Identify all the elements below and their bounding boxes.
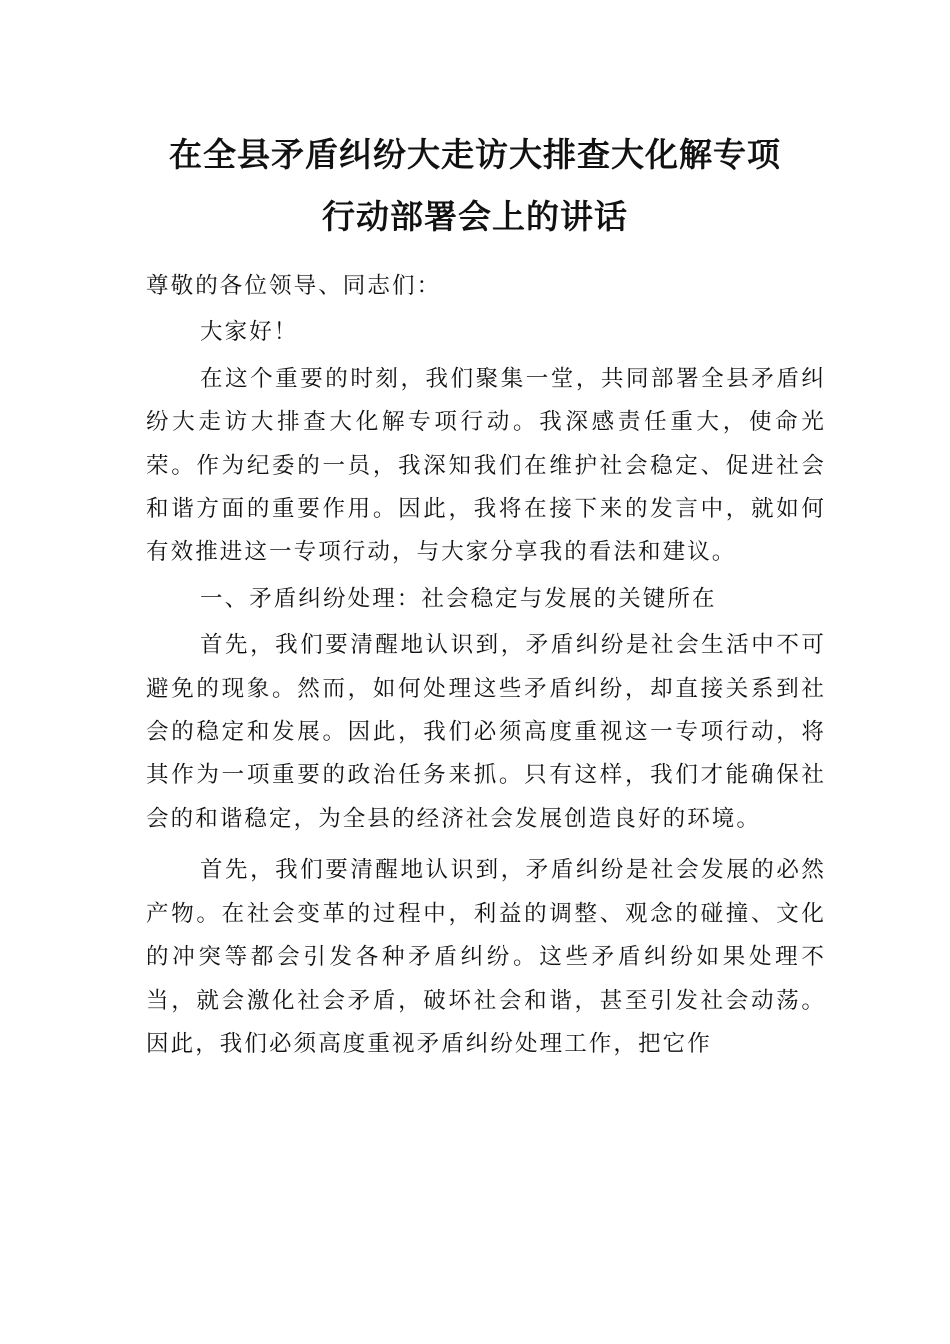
paragraph-3: 首先，我们要清醒地认识到，矛盾纠纷是社会发展的必然产物。在社会变革的过程中，利益的调整、观念的碰撞、文化的冲突等都会引发各种矛盾纠纷。这些矛盾纠纷如果处理不当，就会激化社会矛盾，破坏社会和谐，甚至引发社会动荡。因此，我们必须高度重视矛盾纠纷处理工作，把它作 [146, 857, 826, 1057]
paragraph-2: 首先，我们要清醒地认识到，矛盾纠纷是社会生活中不可避免的现象。然而，如何处理这些矛盾纠纷，却直接关系到社会的稳定和发展。因此，我们必须高度重视这一专项行动，将其作为一项重要的政治任务来抓。只有这样，我们才能确保社会的和谐稳定，为全县的经济社会发展创造良好的环境。 [146, 632, 826, 832]
salutation: 尊敬的各位领导、同志们： [146, 273, 442, 299]
greeting: 大家好！ [200, 319, 299, 346]
section-heading-1: 一、矛盾纠纷处理：社会稳定与发展的关键所在 [200, 585, 717, 612]
paragraph-1: 在这个重要的时刻，我们聚集一堂，共同部署全县矛盾纠纷大走访大排查大化解专项行动。我深感责任重大，使命光荣。作为纪委的一员，我深知我们在维护社会稳定、促进社会和谐方面的重要作用。因此，我将在接下来的发言中，就如何有效推进这一专项行动，与大家分享我的看法和建议。 [146, 365, 826, 566]
document-title-line1: 在全县矛盾纠纷大走访大排查大化解专项 [169, 135, 781, 174]
document-body [146, 265, 826, 1066]
document-title-line2: 行动部署会上的讲话 [322, 197, 628, 236]
